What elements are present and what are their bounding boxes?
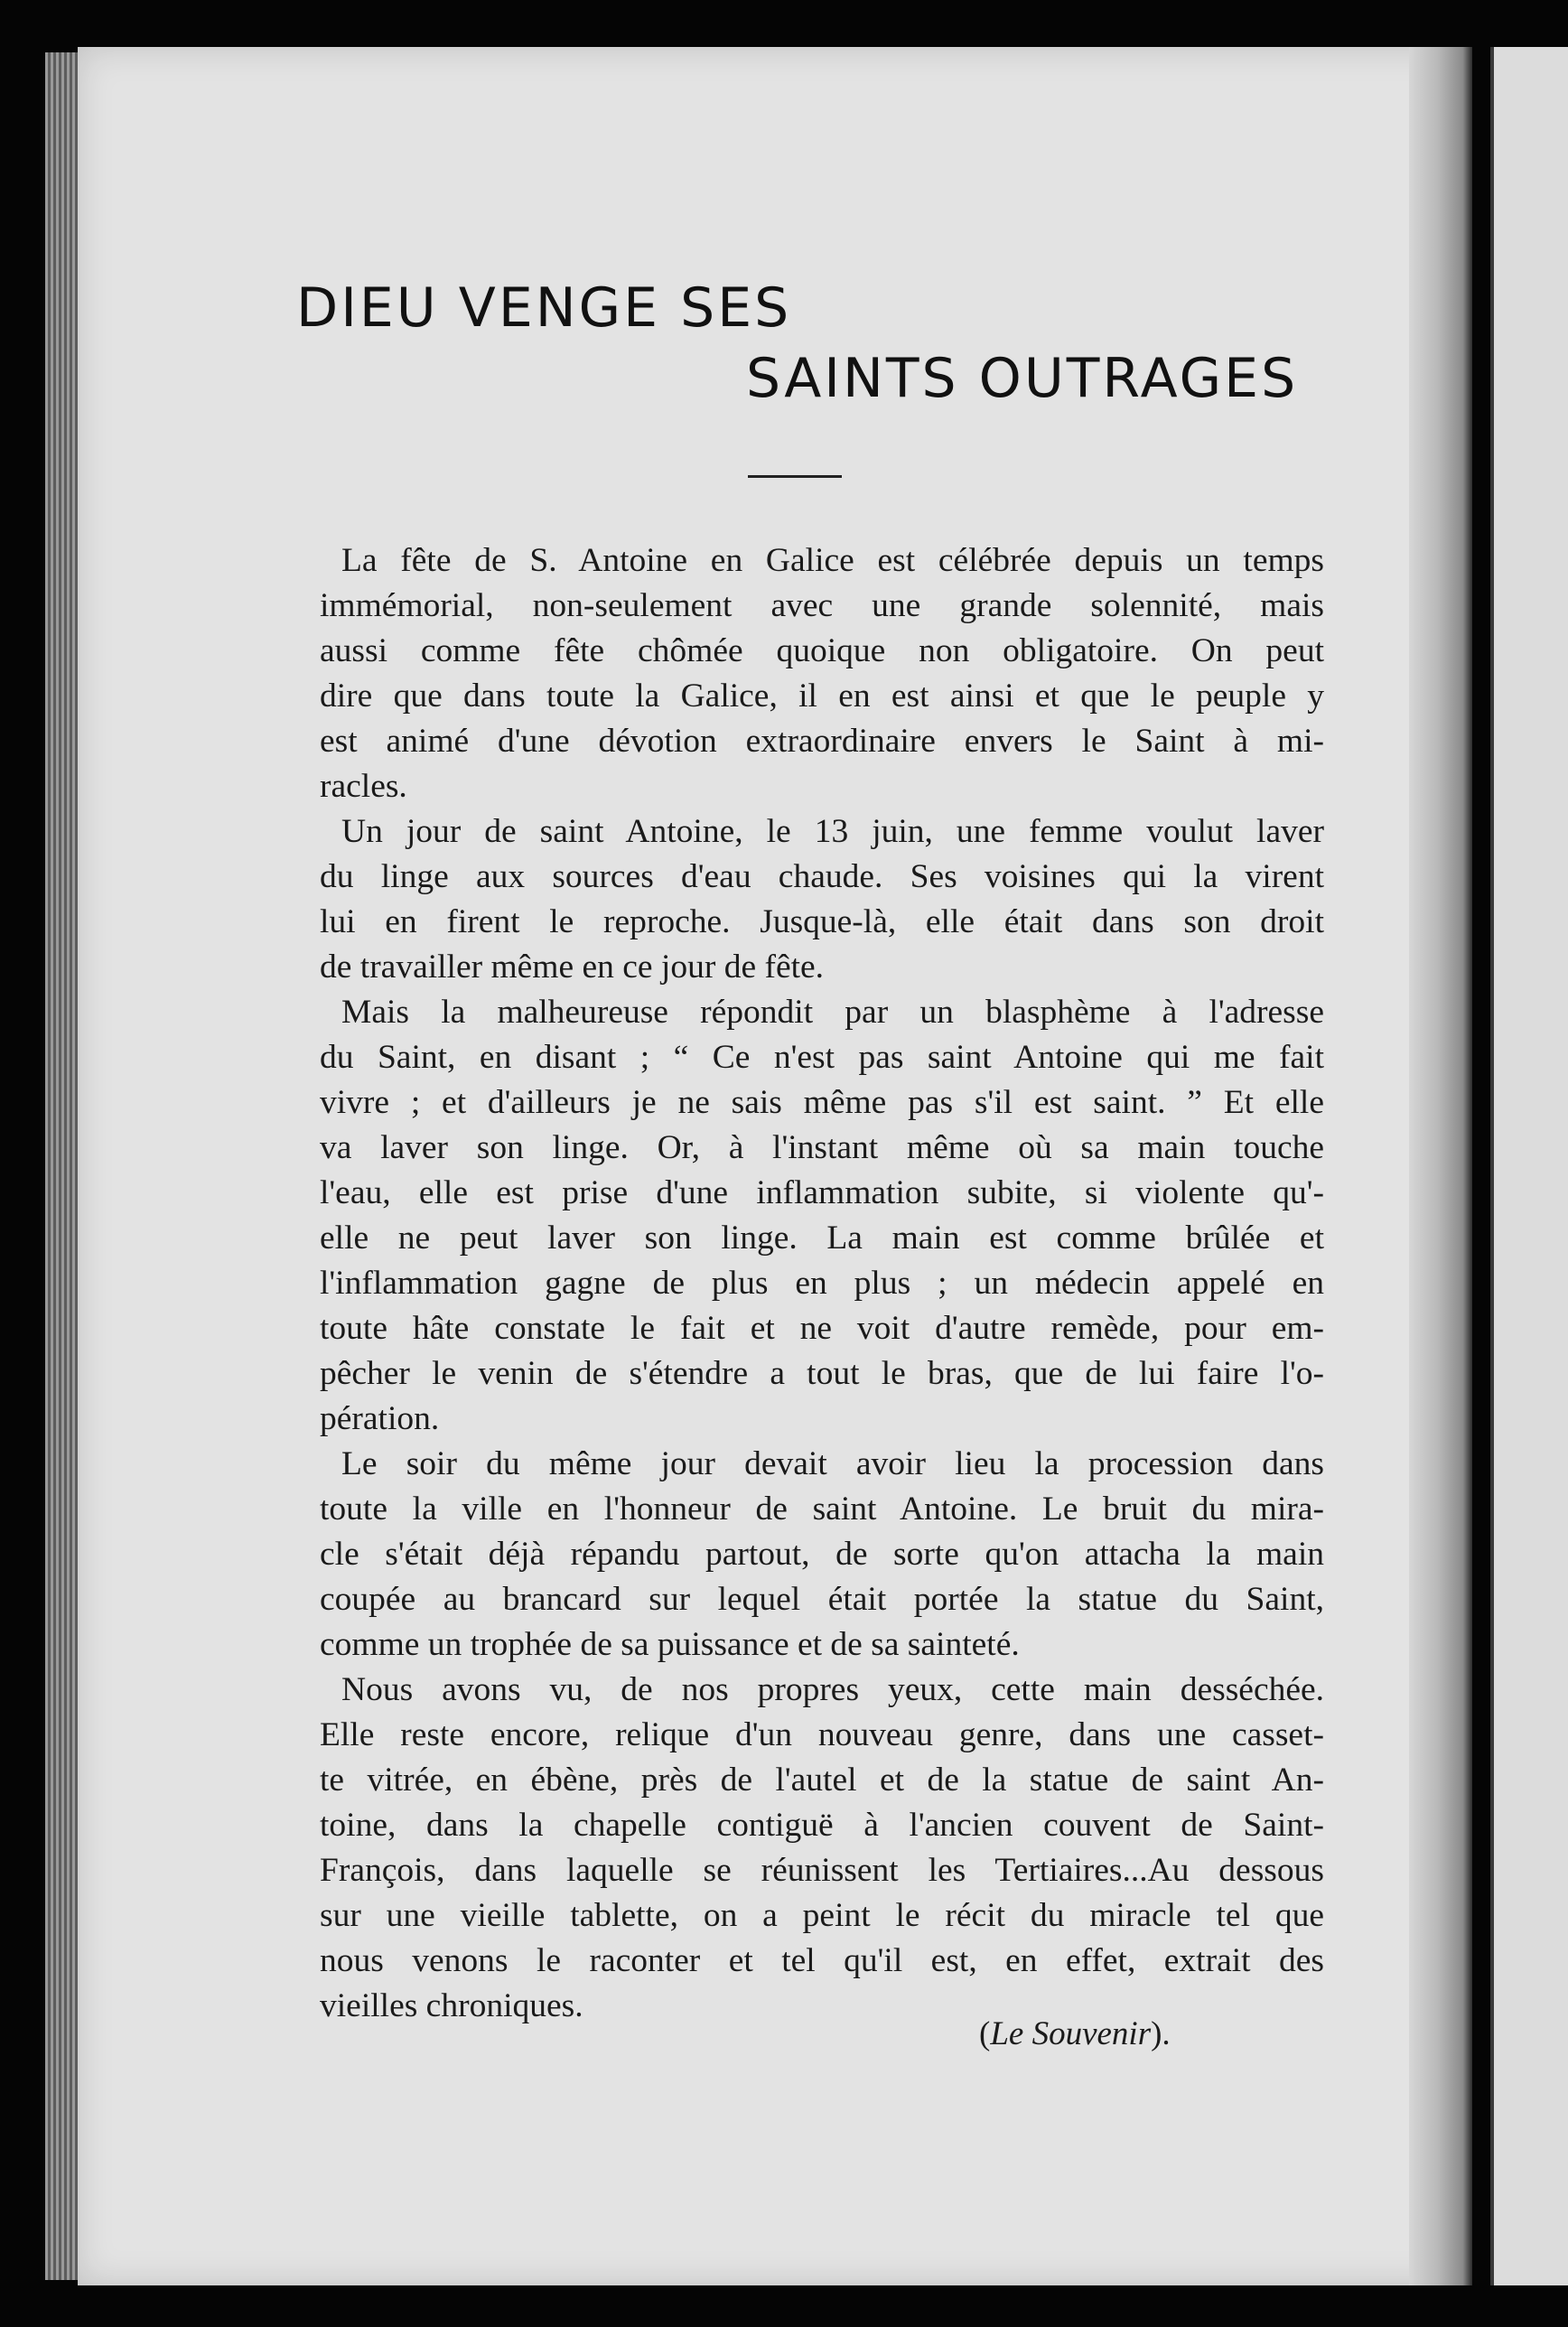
body-line: aussi comme fête chômée quoique non obligatoire. On peut [320, 632, 1324, 669]
body-line: lui en firent le reproche. Jusque-là, elle était dans son droit [320, 903, 1324, 940]
article-body [320, 538, 1324, 2029]
body-line: te vitrée, en ébène, près de l'autel et de la statue de saint An- [320, 1762, 1324, 1799]
body-line: pêcher le venin de s'étendre a tout le bras, que de lui faire l'o- [320, 1355, 1324, 1392]
body-line: du linge aux sources d'eau chaude. Ses voisines qui la virent [320, 858, 1324, 895]
title-line-1: DIEU VENGE SES [296, 276, 792, 340]
body-line: de travailler même en ce jour de fête. [320, 949, 825, 986]
body-line: Un jour de saint Antoine, le 13 juin, une femme voulut laver [341, 813, 1324, 850]
body-line: elle ne peut laver son linge. La main est comme brûlée et [320, 1220, 1324, 1257]
body-line: François, dans laquelle se réunissent les Tertiaires...Au dessous [320, 1852, 1324, 1889]
attribution-source: Le Souvenir [990, 2015, 1152, 2052]
body-line: nous venons le raconter et tel qu'il est, en effet, extrait des [320, 1942, 1324, 1979]
body-line: est animé d'une dévotion extraordinaire envers le Saint à mi- [320, 723, 1324, 760]
body-line: pération. [320, 1400, 440, 1437]
body-line: toute hâte constate le fait et ne voit d'autre remède, pour em- [320, 1310, 1324, 1347]
body-line: cle s'était déjà répandu partout, de sorte qu'on attacha la main [320, 1536, 1324, 1573]
body-line: immémorial, non-seulement avec une grande solennité, mais [320, 587, 1324, 624]
source-attribution [979, 2014, 1171, 2053]
body-line: sur une vieille tablette, on a peint le récit du miracle tel que [320, 1897, 1324, 1934]
body-line: dire que dans toute la Galice, il en est ainsi et que le peuple y [320, 678, 1324, 715]
attribution-close-paren: ). [1151, 2015, 1171, 2052]
body-line: Mais la malheureuse répondit par un blasphème à l'adresse [341, 994, 1324, 1031]
attribution-open-paren: ( [979, 2015, 991, 2052]
body-line: vivre ; et d'ailleurs je ne sais même pas s'il est saint. ” Et elle [320, 1084, 1324, 1121]
body-line: l'eau, elle est prise d'une inflammation subite, si violente qu'- [320, 1174, 1324, 1211]
body-line: l'inflammation gagne de plus en plus ; un médecin appelé en [320, 1265, 1324, 1302]
body-line: comme un trophée de sa puissance et de sa sainteté. [320, 1626, 1020, 1663]
body-line: racles. [320, 768, 407, 805]
adjacent-page-edge [1490, 47, 1568, 2285]
body-line: coupée au brancard sur lequel était portée la statue du Saint, [320, 1581, 1324, 1618]
body-line: La fête de S. Antoine en Galice est célébrée depuis un temps [341, 542, 1324, 579]
body-line: va laver son linge. Or, à l'instant même où sa main touche [320, 1129, 1324, 1166]
body-line: toute la ville en l'honneur de saint Antoine. Le bruit du mira- [320, 1491, 1324, 1528]
book-gutter [1409, 47, 1472, 2285]
body-line: toine, dans la chapelle contiguë à l'ancien couvent de Saint- [320, 1807, 1324, 1844]
title-divider [748, 475, 842, 478]
body-line: Le soir du même jour devait avoir lieu la procession dans [341, 1445, 1324, 1482]
body-line: du Saint, en disant ; “ Ce n'est pas saint Antoine qui me fait [320, 1039, 1324, 1076]
title-line-2: SAINTS OUTRAGES [746, 347, 1299, 410]
body-line: Elle reste encore, relique d'un nouveau genre, dans une casset- [320, 1716, 1324, 1753]
body-line: vieilles chroniques. [320, 1987, 583, 2024]
body-line: Nous avons vu, de nos propres yeux, cette main desséchée. [341, 1671, 1324, 1708]
